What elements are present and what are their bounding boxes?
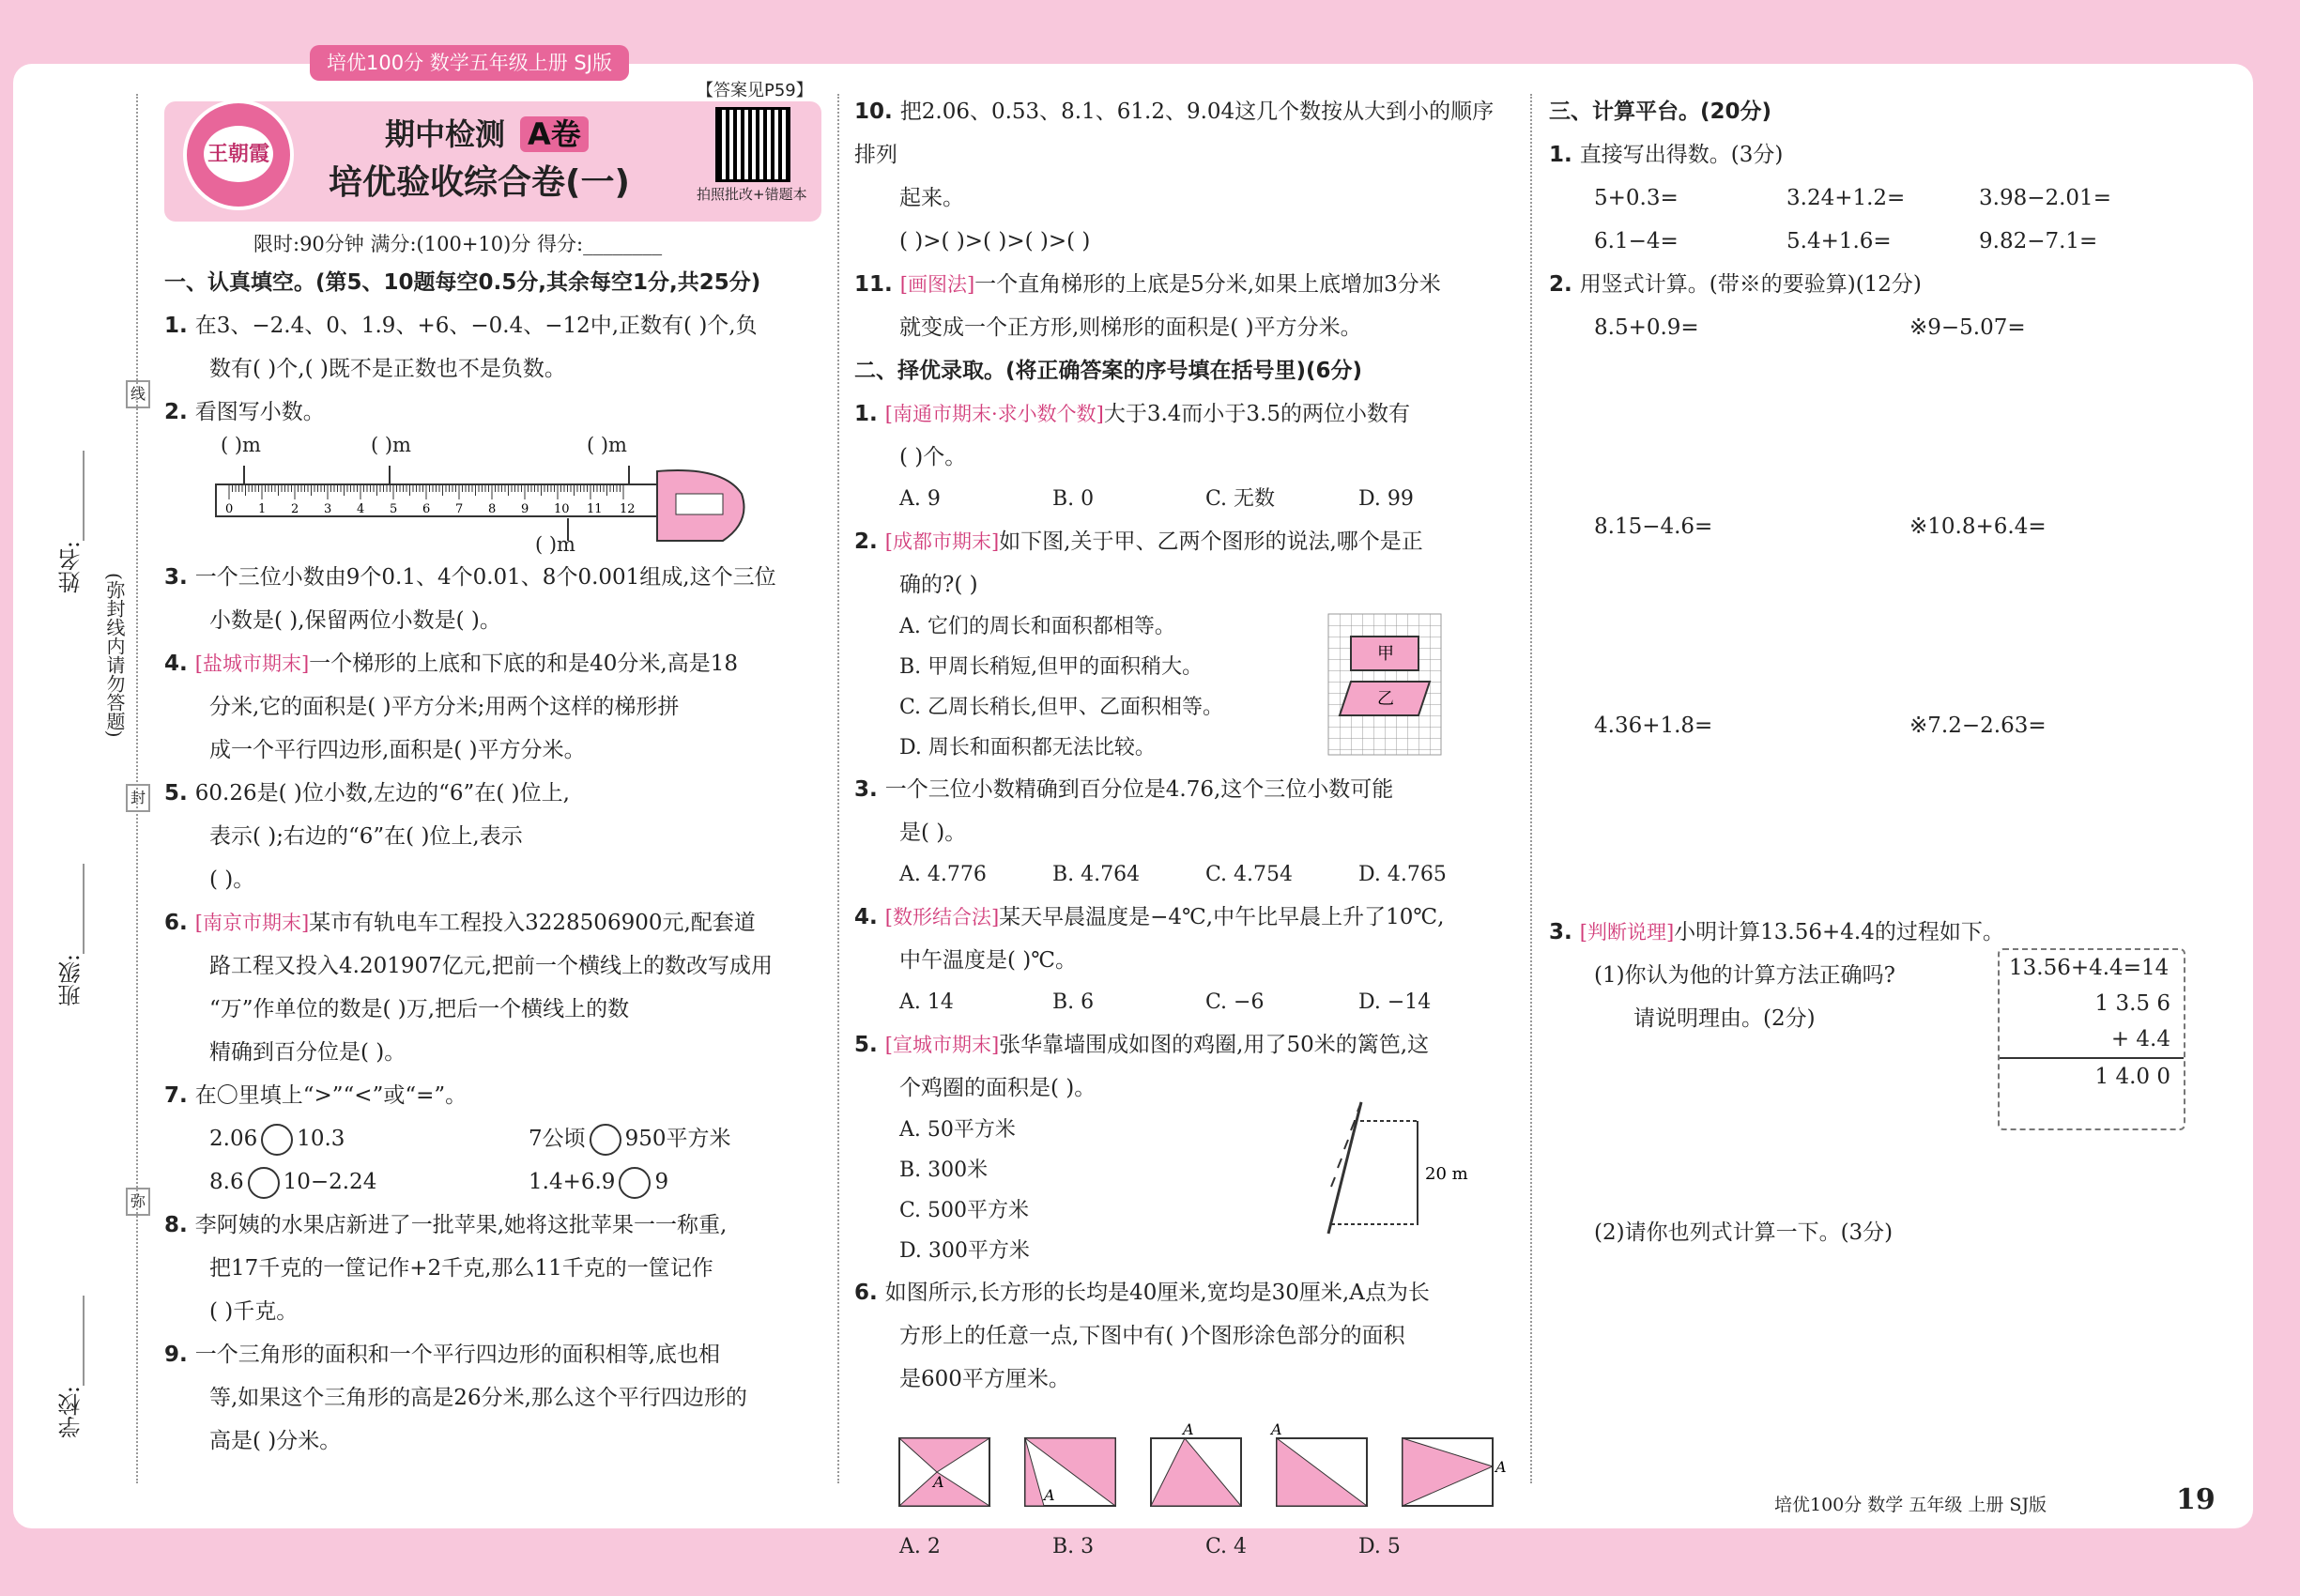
time-limit-line: 限时:90分钟 满分:(100+10)分 得分:________ (253, 233, 663, 255)
tape-measure-icon (216, 456, 779, 560)
question-9 (164, 1333, 821, 1463)
question-text: 一个三角形的面积和一个平行四边形的面积相等,底也相 (194, 1343, 721, 1367)
option-a: A. 9 (899, 487, 941, 511)
question-3 (164, 556, 821, 642)
mc-options (854, 982, 1511, 1023)
question-text: 表示( );右边的“6”在( )位上,表示 (209, 824, 523, 849)
question-text: 个鸡圈的面积是( )。 (899, 1076, 1096, 1100)
question-number: 6. (854, 1281, 878, 1305)
source-tag: [数形结合法] (884, 906, 1000, 928)
brand-logo (183, 100, 294, 210)
column-divider (1530, 94, 1532, 1483)
option-c: C. −6 (1205, 990, 1265, 1014)
shape-grid-figure (1328, 614, 1441, 755)
question-text: 一个梯形的上底和下底的和是40分米,高是18 (309, 652, 738, 676)
ruler-blank: ( )m (535, 533, 575, 556)
answer-ref: 【答案见P59】 (697, 81, 813, 100)
option-b: B. 4.764 (1052, 863, 1141, 886)
work-line: 1 4.0 0 (2094, 1065, 2170, 1089)
question-11 (854, 263, 1511, 349)
question-text: ( )个。 (899, 445, 967, 469)
option-a: A. 50平方米 (899, 1118, 1016, 1142)
compare-circle[interactable] (619, 1167, 651, 1199)
calc-item: ※10.8+6.4= (1909, 514, 2047, 539)
tape-measure-figure (164, 434, 821, 556)
calc-item: ※9−5.07= (1909, 315, 2026, 340)
question-number: 11. (854, 272, 893, 297)
calc-row (1549, 505, 2225, 548)
ruler-tick-label: 1 (258, 502, 267, 516)
question-10 (854, 90, 1511, 263)
question-text: 就变成一个正方形,则梯形的面积是( )平方分米。 (899, 315, 1362, 340)
column-divider (837, 94, 839, 1483)
calc-row (1549, 704, 2225, 747)
shaded-rectangles-figure (854, 1420, 1507, 1523)
mc-question-1 (854, 392, 1511, 479)
qr-caption: 拍照批改+错题本 (697, 186, 807, 203)
question-text: 大于3.4而小于3.5的两位小数有 (1103, 402, 1410, 426)
seal-mark-line: 线 (126, 380, 150, 408)
source-tag: [宣城市期末] (884, 1034, 1000, 1056)
source-tag: [成都市期末] (884, 530, 1000, 553)
question-text: 把17千克的一筐记作+2千克,那么11千克的一筐记作 (209, 1256, 713, 1281)
question-number: 1. (1549, 143, 1572, 167)
option-d: D. 5 (1358, 1535, 1401, 1558)
question-text: 如图所示,长方形的长均是40厘米,宽均是30厘米,A点为长 (884, 1281, 1430, 1305)
question-6 (164, 901, 821, 1074)
sub-question-1: (1)你认为他的计算方法正确吗? (1594, 963, 1895, 988)
calc-item: 3.24+1.2= (1786, 186, 1906, 210)
calc-item: 5+0.3= (1594, 186, 1679, 210)
question-text: 一个直角梯形的上底是5分米,如果上底增加3分米 (974, 272, 1441, 297)
calc-row (1549, 176, 2225, 220)
question-number: 2. (1549, 272, 1572, 297)
calc-item: 6.1−4= (1594, 229, 1679, 253)
section-2-heading: 二、择优录取。(将正确答案的序号填在括号里)(6分) (854, 359, 1363, 383)
question-text: 在3、−2.4、0、1.9、+6、−0.4、−12中,正数有( )个,负 (194, 314, 758, 338)
mc-options (854, 854, 1511, 896)
source-tag: [判断说理] (1579, 921, 1675, 944)
question-text: 小数是( ),保留两位小数是( )。 (209, 608, 501, 633)
question-7 (164, 1074, 821, 1117)
calc-item: 8.15−4.6= (1594, 514, 1713, 539)
question-text: 张华靠墙围成如图的鸡圈,用了50米的篱笆,这 (999, 1033, 1430, 1057)
student-work-box (1998, 948, 2185, 1130)
seal-note: (弥封线内请勿答题) (103, 573, 126, 738)
option-b: B. 甲周长稍短,但甲的面积稍大。 (899, 655, 1204, 679)
question-number: 1. (854, 402, 878, 426)
mc-question-5 (854, 1023, 1511, 1271)
option-c: C. 4.754 (1205, 863, 1294, 886)
question-text: 成一个平行四边形,面积是( )平方分米。 (209, 738, 586, 762)
question-text: 在〇里填上“>”“<”或“=”。 (194, 1083, 468, 1108)
question-number: 10. (854, 100, 893, 124)
compare-right: 10−2.24 (283, 1170, 377, 1194)
compare-right: 9 (654, 1170, 669, 1194)
question-number: 5. (854, 1033, 878, 1057)
footer-text: 培优100分 数学 五年级 上册 SJ版 (1774, 1495, 2047, 1515)
question-text: 是( )。 (899, 821, 967, 845)
label-jia: 甲 (1377, 644, 1394, 664)
compare-circle[interactable] (248, 1167, 280, 1199)
ruler-tick-label: 10 (554, 502, 570, 516)
question-4 (164, 642, 821, 772)
source-tag: [南京市期末] (194, 912, 310, 934)
point-a-label: A (1183, 1420, 1194, 1438)
column-1 (164, 261, 821, 1463)
question-number: 4. (854, 905, 878, 929)
option-c: C. 500平方米 (899, 1199, 1030, 1222)
compare-circle[interactable] (261, 1124, 293, 1156)
option-c: C. 4 (1205, 1535, 1248, 1558)
work-line: + 4.4 (2000, 1021, 2184, 1059)
question-number: 5. (164, 781, 188, 806)
question-text: 某天早晨温度是−4℃,中午比早晨上升了10℃, (999, 905, 1445, 929)
compare-circle[interactable] (590, 1124, 621, 1156)
question-number: 4. (164, 652, 188, 676)
question-text: ( )千克。 (209, 1299, 299, 1324)
exam-title (385, 111, 589, 154)
ruler-tick-label: 0 (225, 502, 234, 516)
series-tab: 培优100分 数学五年级上册 SJ版 (310, 45, 629, 81)
calc-item: 8.5+0.9= (1594, 315, 1699, 340)
option-d: D. 300平方米 (899, 1239, 1030, 1263)
point-a-label: A (1271, 1420, 1282, 1438)
compare-row (164, 1160, 821, 1204)
calc-item: 5.4+1.6= (1786, 229, 1892, 253)
ruler-tick-label: 3 (324, 502, 332, 516)
exam-subtitle: 培优验收综合卷(一) (329, 163, 630, 202)
page-number: 19 (2176, 1483, 2216, 1516)
ruler-blank: ( )m (221, 434, 261, 456)
ruler-tick-label: 12 (620, 502, 636, 516)
sub-question-2: (2)请你也列式计算一下。(3分) (1594, 1220, 1894, 1245)
option-a: A. 它们的周长和面积都相等。 (899, 615, 1175, 638)
mc-question-3 (854, 768, 1511, 854)
question-number: 9. (164, 1343, 188, 1367)
calc-row (1549, 220, 2225, 263)
question-text: ( )。 (209, 867, 255, 892)
source-tag: [南通市期末·求小数个数] (884, 403, 1104, 425)
ruler-blank: ( )m (371, 434, 411, 456)
point-a-label: A (1044, 1486, 1055, 1504)
question-text: 高是( )分米。 (209, 1429, 342, 1453)
question-text: 看图写小数。 (194, 400, 325, 424)
compare-right: 10.3 (297, 1127, 345, 1151)
option-d: D. 4.765 (1358, 863, 1447, 886)
option-c: C. 无数 (1205, 487, 1276, 511)
work-line: 13.56+4.4=14 (2009, 956, 2170, 980)
compare-row (164, 1117, 821, 1160)
source-tag: [画图法] (899, 273, 975, 296)
question-2 (164, 391, 821, 434)
name-label: 姓名:________ (58, 451, 84, 594)
question-number: 3. (1549, 920, 1572, 944)
question-text: 精确到百分位是( )。 (209, 1040, 406, 1065)
answer-blanks: ( )>( )>( )>( )>( ) (899, 229, 1091, 253)
point-a-label: A (933, 1473, 944, 1491)
question-text: 某市有轨电车工程投入3228506900元,配套道 (309, 911, 756, 935)
compare-left: 7公顷 (529, 1127, 586, 1151)
mc-question-6 (854, 1271, 1511, 1401)
compare-left: 1.4+6.9 (529, 1170, 616, 1194)
option-a: A. 4.776 (899, 863, 987, 886)
question-number: 3. (854, 777, 878, 802)
calc-question-2 (1549, 263, 2225, 306)
option-b: B. 6 (1052, 990, 1095, 1014)
question-text: 是600平方厘米。 (899, 1367, 1070, 1391)
ruler-tick-label: 5 (390, 502, 398, 516)
question-text: 方形上的任意一点,下图中有( )个图形涂色部分的面积 (899, 1324, 1405, 1348)
question-text: 把2.06、0.53、8.1、61.2、9.04这几个数按从大到小的顺序排列 (854, 100, 1495, 167)
source-tag: [盐城市期末] (194, 652, 310, 675)
class-label: 班级:________ (58, 864, 84, 1007)
title-text: 期中检测 (385, 116, 506, 152)
section-3-heading: 三、计算平台。(20分) (1549, 100, 1772, 124)
question-text: 李阿姨的水果店新进了一批苹果,她将这批苹果一一称重, (194, 1213, 728, 1237)
question-number: 1. (164, 314, 188, 338)
option-c: C. 乙周长稍长,但甲、乙面积相等。 (899, 696, 1224, 719)
question-text: 确的?( ) (899, 573, 978, 597)
option-b: B. 300米 (899, 1159, 989, 1182)
seal-mark-seal: 封 (126, 784, 150, 812)
question-text: 分米,它的面积是( )平方分米;用两个这样的梯形拼 (209, 695, 680, 719)
question-text: 数有( )个,( )既不是正数也不是负数。 (209, 357, 566, 381)
question-number: 7. (164, 1083, 188, 1108)
compare-right: 950平方米 (624, 1127, 731, 1151)
question-text: 起来。 (899, 186, 964, 210)
qr-code-icon[interactable] (715, 107, 790, 182)
ruler-tick-label: 7 (455, 502, 464, 516)
option-b: B. 3 (1052, 1535, 1095, 1558)
question-text: 等,如果这个三角形的高是26分米,那么这个平行四边形的 (209, 1386, 747, 1410)
calc-item: 3.98−2.01= (1979, 186, 2111, 210)
mc-options (854, 1527, 1511, 1568)
label-yi: 乙 (1377, 689, 1394, 709)
option-d: D. −14 (1358, 990, 1432, 1014)
question-text: 一个三位小数由9个0.1、4个0.01、8个0.001组成,这个三位 (194, 565, 776, 590)
height-label: 20 m (1425, 1164, 1468, 1184)
work-line: 1 3.5 6 (2094, 991, 2170, 1016)
ruler-tick-label: 11 (587, 502, 603, 516)
question-number: 6. (164, 911, 188, 935)
option-b: B. 0 (1052, 487, 1095, 511)
ruler-tick-label: 4 (357, 502, 365, 516)
question-8 (164, 1204, 821, 1333)
question-5 (164, 772, 821, 901)
compare-left: 8.6 (209, 1170, 244, 1194)
mc-options (854, 479, 1511, 520)
question-text: 如下图,关于甲、乙两个图形的说法,哪个是正 (999, 529, 1423, 554)
compare-left: 2.06 (209, 1127, 258, 1151)
sub-question-1-cont: 请说明理由。(2分) (1633, 1006, 1816, 1031)
question-text: 直接写出得数。(3分) (1579, 143, 1784, 167)
point-a-label: A (1495, 1458, 1507, 1476)
ruler-blank: ( )m (587, 434, 627, 456)
seal-mark-mi: 弥 (126, 1188, 150, 1216)
option-a: A. 14 (899, 990, 954, 1014)
ruler-tick-label: 2 (291, 502, 299, 516)
ruler-tick-label: 9 (521, 502, 529, 516)
logo-text: 王朝霞 (204, 126, 273, 182)
question-number: 8. (164, 1213, 188, 1237)
ruler-tick-label: 8 (488, 502, 497, 516)
mc-question-4 (854, 896, 1511, 982)
calc-question-1 (1549, 133, 2225, 176)
column-2 (854, 90, 1511, 1568)
question-number: 3. (164, 565, 188, 590)
question-number: 2. (854, 529, 878, 554)
calc-item: 4.36+1.8= (1594, 714, 1713, 738)
question-text: 小明计算13.56+4.4的过程如下。 (1674, 920, 2004, 944)
option-a: A. 2 (899, 1535, 941, 1558)
calc-item: ※7.2−2.63= (1909, 714, 2047, 738)
calc-row (1549, 306, 2225, 349)
question-number: 2. (164, 400, 188, 424)
ruler-tick-label: 6 (422, 502, 431, 516)
question-text: “万”作单位的数是( )万,把后一个横线上的数 (209, 997, 630, 1021)
mc-question-2 (854, 520, 1511, 768)
option-d: D. 99 (1358, 487, 1414, 511)
question-text: 一个三位小数精确到百分位是4.76,这个三位小数可能 (884, 777, 1394, 802)
school-label: 学校:________ (58, 1296, 84, 1439)
question-text: 中午温度是( )℃。 (899, 948, 1077, 973)
question-1 (164, 304, 821, 391)
section-1-heading: 一、认真填空。(第5、10题每空0.5分,其余每空1分,共25分) (164, 270, 761, 295)
question-text: 路工程又投入4.201907亿元,把前一个横线上的数改写成用 (209, 954, 774, 978)
a-badge: A卷 (520, 116, 589, 152)
calc-item: 9.82−7.1= (1979, 229, 2098, 253)
option-d: D. 周长和面积都无法比较。 (899, 736, 1156, 760)
chicken-pen-figure (1324, 1102, 1468, 1243)
question-text: 用竖式计算。(带※的要验算)(12分) (1579, 272, 1922, 297)
question-text: 60.26是( )位小数,左边的“6”在( )位上, (194, 781, 570, 806)
